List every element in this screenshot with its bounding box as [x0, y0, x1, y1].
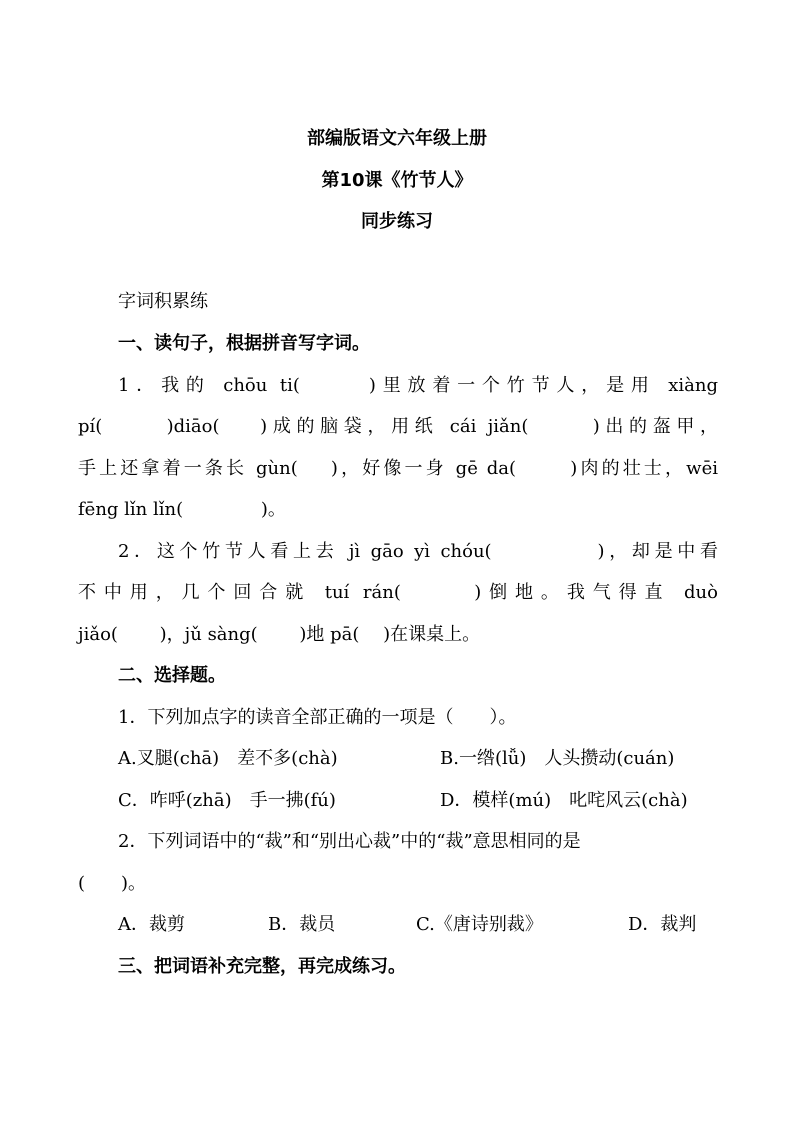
part2-q1-stem: 1．下列加点字的读音全部正确的一项是（ ）。	[118, 707, 517, 728]
part2-q1-option-c: C．咋呼(zhā) 手一拂(fú)	[118, 790, 336, 811]
part1-q1-line: 1．我的 chōu ti( )里放着一个竹节人，是用 xiàng	[118, 375, 718, 396]
part2-q1-option-d: D．模样(mú) 叱咤风云(chà)	[440, 790, 688, 811]
part2-q2-option-b: B．裁员	[268, 914, 336, 935]
part1-q2-line: jiǎo( )，jǔ sàng( )地 pā( )在课桌上。	[78, 624, 481, 645]
part2-q2-option-c: C.《唐诗别裁》	[416, 914, 543, 935]
part2-q1-option-a: A.叉腿(chā) 差不多(chà)	[118, 748, 338, 769]
lesson-title: 第10课《竹节人》	[321, 170, 473, 191]
section-label: 字词积累练	[118, 291, 208, 312]
part1-q1-line: 手上还拿着一条长 gùn( )，好像一身 gē da( )肉的壮士，wēi	[78, 458, 718, 479]
doc-title: 部编版语文六年级上册	[307, 128, 487, 149]
part1-q2-line: 2．这个竹节人看上去 jì gāo yì chóu( )，却是中看	[118, 541, 718, 562]
part2-q2-option-d: D．裁判	[628, 914, 697, 935]
part2-q2-stem: 2．下列词语中的“裁”和“别出心裁”中的“裁”意思相同的是	[118, 831, 581, 852]
part1-q2-line: 不中用，几个回合就 tuí rán( )倒地。我气得直 duò	[78, 582, 718, 603]
part2-heading: 二、选择题。	[118, 665, 226, 686]
part3-heading: 三、把词语补充完整，再完成练习。	[118, 956, 406, 977]
part2-q2-stem-cont: ( )。	[78, 873, 147, 894]
exercise-title: 同步练习	[361, 211, 433, 232]
part1-q1-line: fēng lǐn lǐn( )。	[78, 499, 286, 520]
part2-q2-option-a: A．裁剪	[118, 914, 185, 935]
part2-q1-option-b: B.一绺(lǚ) 人头攒动(cuán)	[440, 748, 675, 769]
part1-q1-line: pí( )diāo( )成的脑袋，用纸 cái jiǎn( )出的盔甲，	[78, 416, 718, 437]
part1-heading: 一、读句子，根据拼音写字词。	[118, 333, 370, 354]
